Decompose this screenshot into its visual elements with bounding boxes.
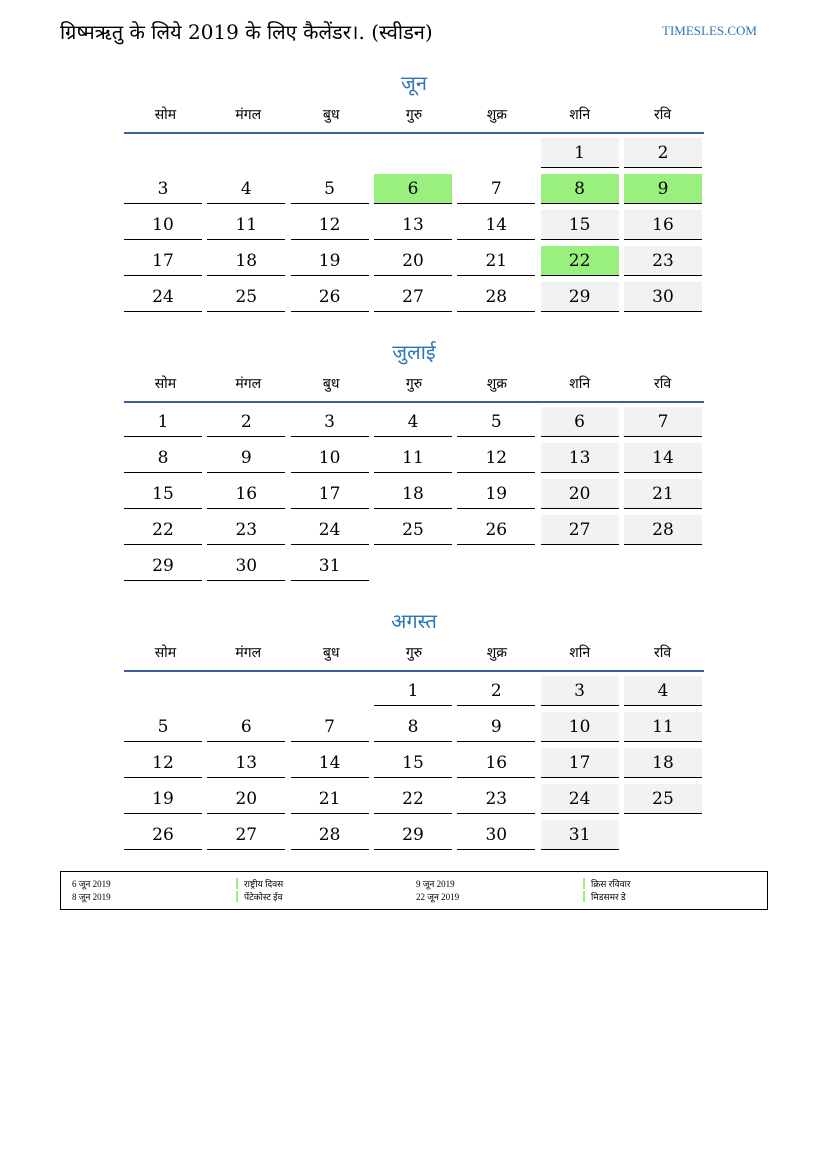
day-cell[interactable]: 9 (207, 443, 285, 473)
day-cell[interactable]: 9 (457, 712, 535, 742)
day-cell[interactable]: 11 (624, 712, 702, 742)
weekday-label: बुध (322, 644, 340, 661)
weekday-label: सोम (154, 106, 177, 123)
weekday-label: मंगल (235, 375, 262, 392)
day-cell[interactable]: 29 (374, 820, 452, 850)
day-cell[interactable]: 18 (374, 479, 452, 509)
weekday-label: गुरु (405, 644, 423, 661)
day-cell[interactable]: 31 (291, 551, 369, 581)
day-cell[interactable]: 29 (124, 551, 202, 581)
weekday-header (124, 634, 704, 672)
day-cell[interactable]: 5 (457, 407, 535, 437)
day-cell[interactable]: 21 (291, 784, 369, 814)
day-cell[interactable]: 11 (207, 210, 285, 240)
legend-marker (236, 878, 238, 889)
day-cell[interactable]: 30 (457, 820, 535, 850)
day-cell[interactable]: 18 (624, 748, 702, 778)
day-cell[interactable]: 15 (124, 479, 202, 509)
day-cell[interactable]: 21 (624, 479, 702, 509)
holiday-legend (60, 871, 768, 910)
day-grid (124, 403, 704, 583)
legend-marker (583, 891, 585, 902)
day-cell[interactable]: 2 (457, 676, 535, 706)
weekday-label: मंगल (235, 106, 262, 123)
day-cell[interactable]: 12 (124, 748, 202, 778)
weekday-label: शुक्र (486, 375, 507, 392)
day-cell[interactable]: 26 (124, 820, 202, 850)
weekday-label: मंगल (235, 644, 262, 661)
day-cell[interactable]: 15 (541, 210, 619, 240)
day-cell[interactable]: 5 (124, 712, 202, 742)
day-cell[interactable]: 4 (374, 407, 452, 437)
day-cell[interactable]: 2 (624, 138, 702, 168)
day-cell[interactable]: 16 (207, 479, 285, 509)
weekday-label: रवि (654, 106, 672, 123)
day-cell[interactable]: 4 (624, 676, 702, 706)
day-cell[interactable]: 27 (541, 515, 619, 545)
day-cell[interactable]: 28 (457, 282, 535, 312)
day-cell[interactable]: 26 (457, 515, 535, 545)
day-cell[interactable]: 8 (124, 443, 202, 473)
day-cell[interactable]: 22 (374, 784, 452, 814)
legend-holiday: क्रिस रविवार (591, 879, 631, 889)
legend-holiday: पेंटेकोस्ट ईव (244, 892, 283, 902)
weekday-label: रवि (654, 375, 672, 392)
month-block (124, 70, 704, 314)
day-cell[interactable]: 24 (541, 784, 619, 814)
day-cell[interactable]: 19 (124, 784, 202, 814)
day-cell[interactable]: 12 (457, 443, 535, 473)
weekday-label: शनि (569, 644, 591, 661)
legend-date: 9 जून 2019 (416, 879, 455, 889)
day-cell[interactable]: 26 (291, 282, 369, 312)
day-cell[interactable]: 10 (541, 712, 619, 742)
day-cell[interactable]: 6 (541, 407, 619, 437)
day-grid (124, 672, 704, 852)
day-cell[interactable]: 9 (624, 174, 702, 204)
day-cell[interactable]: 1 (374, 676, 452, 706)
day-cell[interactable]: 30 (207, 551, 285, 581)
weekday-header (124, 96, 704, 134)
day-cell[interactable]: 23 (457, 784, 535, 814)
day-cell[interactable]: 25 (374, 515, 452, 545)
day-cell[interactable]: 3 (124, 174, 202, 204)
month-name: अगस्त (391, 609, 437, 633)
day-cell[interactable]: 24 (124, 282, 202, 312)
day-cell[interactable]: 13 (374, 210, 452, 240)
weekday-label: गुरु (405, 375, 423, 392)
month-block (124, 339, 704, 583)
day-cell[interactable]: 28 (624, 515, 702, 545)
weekday-label: शुक्र (486, 644, 507, 661)
weekday-label: गुरु (405, 106, 423, 123)
day-grid (124, 134, 704, 314)
day-cell[interactable]: 8 (374, 712, 452, 742)
day-cell[interactable]: 23 (207, 515, 285, 545)
day-cell[interactable]: 7 (624, 407, 702, 437)
day-cell[interactable]: 20 (207, 784, 285, 814)
day-cell[interactable]: 16 (624, 210, 702, 240)
weekday-label: बुध (322, 375, 340, 392)
day-cell[interactable]: 14 (457, 210, 535, 240)
day-cell[interactable]: 8 (541, 174, 619, 204)
day-cell[interactable]: 7 (291, 712, 369, 742)
day-cell[interactable]: 22 (124, 515, 202, 545)
day-cell[interactable]: 28 (291, 820, 369, 850)
day-cell[interactable]: 19 (457, 479, 535, 509)
legend-marker (583, 878, 585, 889)
day-cell[interactable]: 13 (541, 443, 619, 473)
day-cell[interactable]: 22 (541, 246, 619, 276)
day-cell[interactable]: 11 (374, 443, 452, 473)
day-cell[interactable]: 14 (624, 443, 702, 473)
day-cell[interactable]: 19 (291, 246, 369, 276)
page-title: ग्रिष्मऋतु के लिये 2019 के लिए कैलेंडर।. (स्वीडन) (60, 20, 433, 44)
day-cell[interactable]: 3 (541, 676, 619, 706)
day-cell[interactable]: 27 (207, 820, 285, 850)
day-cell[interactable]: 23 (624, 246, 702, 276)
weekday-label: शुक्र (486, 106, 507, 123)
day-cell[interactable]: 1 (541, 138, 619, 168)
day-cell[interactable]: 7 (457, 174, 535, 204)
weekday-label: सोम (154, 375, 177, 392)
day-cell[interactable]: 20 (541, 479, 619, 509)
month-block (124, 608, 704, 852)
day-cell[interactable]: 25 (624, 784, 702, 814)
legend-date: 22 जून 2019 (416, 892, 460, 902)
day-cell[interactable]: 10 (124, 210, 202, 240)
month-name: जून (401, 71, 427, 95)
legend-date: 8 जून 2019 (72, 892, 111, 902)
weekday-label: रवि (654, 644, 672, 661)
legend-holiday: राष्ट्रीय दिवस (244, 879, 284, 889)
day-cell[interactable]: 6 (374, 174, 452, 204)
weekday-header (124, 365, 704, 403)
legend-marker (236, 891, 238, 902)
day-cell[interactable]: 17 (291, 479, 369, 509)
day-cell[interactable]: 31 (541, 820, 619, 850)
day-cell[interactable]: 14 (291, 748, 369, 778)
day-cell[interactable]: 29 (541, 282, 619, 312)
day-cell[interactable]: 21 (457, 246, 535, 276)
day-cell[interactable]: 17 (124, 246, 202, 276)
day-cell[interactable]: 5 (291, 174, 369, 204)
day-cell[interactable]: 3 (291, 407, 369, 437)
day-cell[interactable]: 20 (374, 246, 452, 276)
day-cell[interactable]: 18 (207, 246, 285, 276)
day-cell[interactable]: 6 (207, 712, 285, 742)
site-link[interactable]: TIMESLES.COM (662, 23, 757, 38)
day-cell[interactable]: 27 (374, 282, 452, 312)
weekday-label: बुध (322, 106, 340, 123)
legend-holiday: मिडसमर डे (591, 892, 626, 902)
legend-date: 6 जून 2019 (72, 879, 111, 889)
day-cell[interactable]: 2 (207, 407, 285, 437)
weekday-label: शनि (569, 375, 591, 392)
day-cell[interactable]: 13 (207, 748, 285, 778)
day-cell[interactable]: 12 (291, 210, 369, 240)
day-cell[interactable]: 16 (457, 748, 535, 778)
weekday-label: सोम (154, 644, 177, 661)
month-name: जुलाई (392, 340, 436, 364)
day-cell[interactable]: 4 (207, 174, 285, 204)
day-cell[interactable]: 30 (624, 282, 702, 312)
day-cell[interactable]: 10 (291, 443, 369, 473)
day-cell[interactable]: 1 (124, 407, 202, 437)
weekday-label: शनि (569, 106, 591, 123)
day-cell[interactable]: 15 (374, 748, 452, 778)
day-cell[interactable]: 17 (541, 748, 619, 778)
day-cell[interactable]: 24 (291, 515, 369, 545)
day-cell[interactable]: 25 (207, 282, 285, 312)
